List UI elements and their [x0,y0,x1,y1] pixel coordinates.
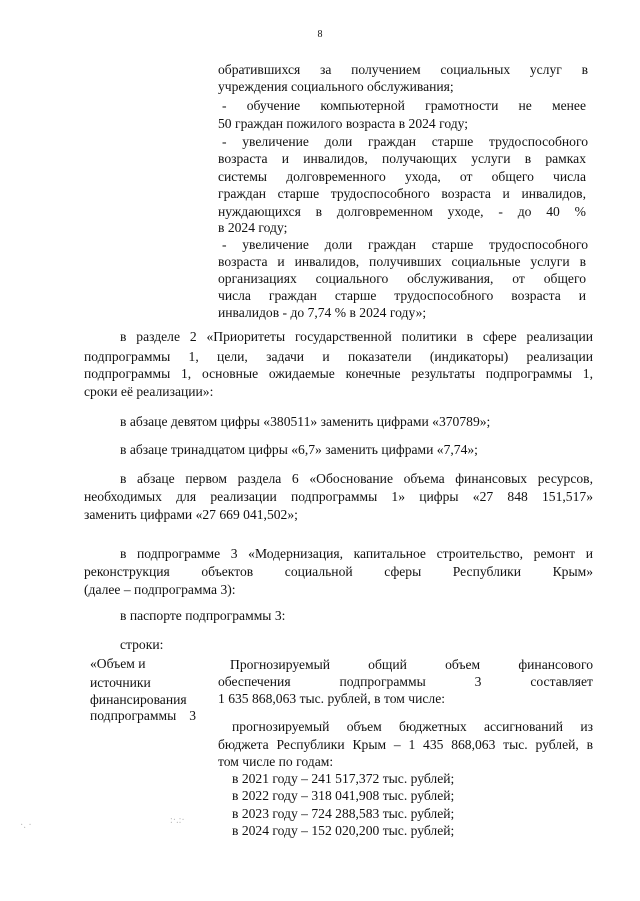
text-line: (далее – подпрограмма 3): [84,582,236,597]
text-line: в абзаце девятом цифры «380511» заменить цифрами «370789»; [120,414,491,429]
text-line: нуждающихся в долговременном уходе, - до 40 % [218,204,586,219]
page-number: 8 [317,29,323,40]
text-line: необходимых для реализации подпрограммы 1» цифры «27 848 151,517» [84,489,593,504]
text-line: прогнозируемый объем бюджетных ассигнований из [232,719,593,734]
text-line: 50 граждан пожилого возраста в 2024 году; [218,116,469,131]
text-line: - увеличение доли граждан старше трудоспособного [222,134,588,149]
text-line: в 2023 году – 724 288,583 тыс. рублей; [232,806,455,821]
text-line: в подпрограмме 3 «Модернизация, капитальное строительство, ремонт и [120,546,593,561]
text-line: в абзаце первом раздела 6 «Обоснование объема финансовых ресурсов, [120,471,593,486]
text-line: организациях социального обслуживания, от общего [218,271,586,286]
text-line: возраста и инвалидов, получающих услуги в рамках [218,151,586,166]
text-line: Прогнозируемый общий объем финансового [230,657,593,672]
text-line: системы долговременного ухода, от общего числа [218,169,586,184]
text-line: числа граждан старше трудоспособного возраста и [218,288,586,303]
text-line: в паспорте подпрограммы 3: [120,608,286,623]
text-line: возраста и инвалидов, получивших социальные услуги в [218,254,586,269]
text-line: в разделе 2 «Приоритеты государственной политики в сфере реализации [120,329,593,344]
text-line: реконструкция объектов социальной сферы Республики Крым» [84,564,593,579]
text-line: обеспечения подпрограммы 3 составляет [218,674,593,689]
text-line: «Объем и [90,656,146,671]
text-line: 1 635 868,063 тыс. рублей, в том числе: [218,691,446,706]
text-line: подпрограммы 3 [90,708,196,723]
text-line: обратившихся за получением социальных услуг в [218,62,588,77]
text-line: граждан старше трудоспособного возраста и инвалидов, [218,186,586,201]
text-line: подпрограммы 1, основные ожидаемые конечные результаты подпрограммы 1, [84,366,593,381]
text-line: сроки её реализации»: [84,384,214,399]
text-line: строки: [120,637,164,652]
text-line: учреждения социального обслуживания; [218,79,454,94]
text-line: в абзаце тринадцатом цифры «6,7» заменить цифрами «7,74»; [120,442,478,457]
text-line: в 2022 году – 318 041,908 тыс. рублей; [232,788,455,803]
text-line: в 2024 году; [218,220,288,235]
text-line: источники [90,675,151,690]
text-line: бюджета Республики Крым – 1 435 868,063 тыс. рублей, в [218,737,593,752]
text-line: подпрограммы 1, цели, задачи и показатели (индикаторы) реализации [84,349,593,364]
text-line: - увеличение доли граждан старше трудоспособного [222,237,588,252]
text-line: финансирования [90,692,187,707]
text-line: в 2021 году – 241 517,372 тыс. рублей; [232,771,455,786]
scan-artifact: ·. · [20,820,32,831]
text-line: том числе по годам: [218,754,334,769]
text-line: инвалидов - до 7,74 % в 2024 году»; [218,305,427,320]
text-line: - обучение компьютерной грамотности не менее [222,98,586,113]
text-line: заменить цифрами «27 669 041,502»; [84,507,298,522]
scan-artifact: :·.:· [170,815,185,826]
text-line: в 2024 году – 152 020,200 тыс. рублей; [232,823,455,838]
